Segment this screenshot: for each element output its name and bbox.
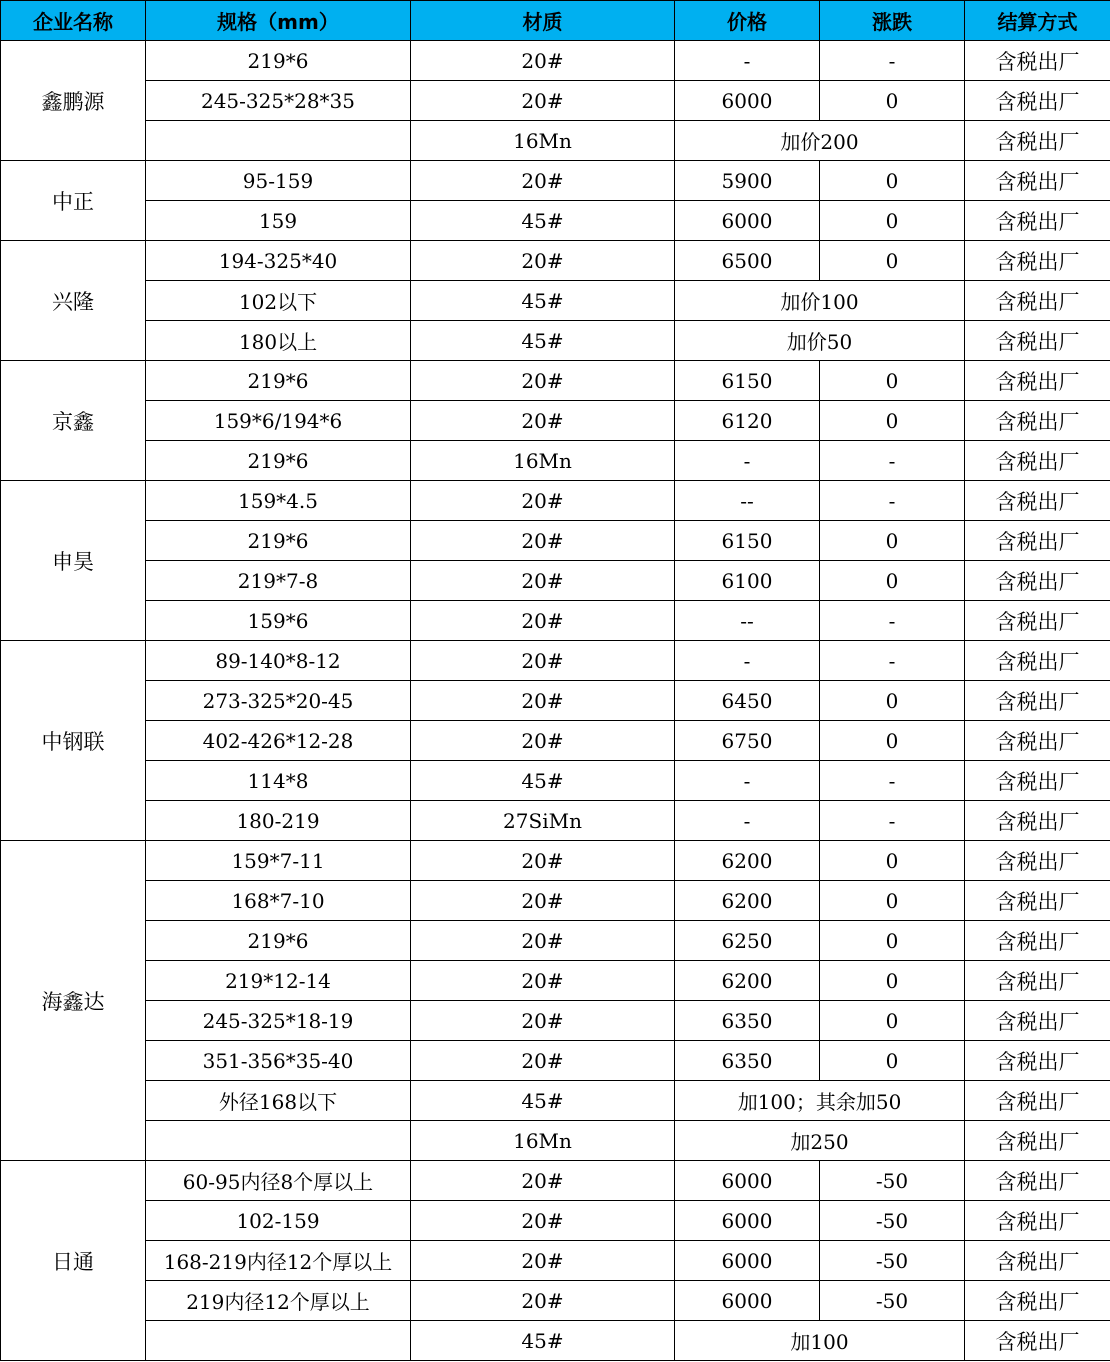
change-cell: - [820,441,965,481]
table-row [1,1201,1110,1241]
table-row [1,961,1110,1001]
spec-cell: 168*7-10 [146,881,411,921]
material-cell: 45# [411,201,675,241]
spec-cell: 219*6 [146,361,411,401]
table-row [1,241,1110,281]
spec-cell: 102以下 [146,281,411,321]
settlement-cell: 含税出厂 [965,761,1110,801]
settlement-cell: 含税出厂 [965,1081,1110,1121]
material-cell: 20# [411,41,675,81]
price-cell: 6200 [675,961,820,1001]
material-cell: 20# [411,81,675,121]
change-cell: - [820,41,965,81]
change-cell: 0 [820,681,965,721]
material-cell: 20# [411,481,675,521]
spec-cell: 219*6 [146,441,411,481]
price-note-cell: 加250 [675,1121,965,1161]
spec-cell: 273-325*20-45 [146,681,411,721]
material-cell: 20# [411,721,675,761]
spec-cell: 219内径12个厚以上 [146,1281,411,1321]
price-cell: - [675,641,820,681]
header-spec: 规格（mm） [146,1,411,41]
material-cell: 45# [411,321,675,361]
change-cell: - [820,481,965,521]
price-cell: 6350 [675,1001,820,1041]
material-cell: 20# [411,401,675,441]
settlement-cell: 含税出厂 [965,241,1110,281]
settlement-cell: 含税出厂 [965,361,1110,401]
spec-cell: 102-159 [146,1201,411,1241]
change-cell: - [820,801,965,841]
change-cell: -50 [820,1281,965,1321]
price-cell: 6150 [675,521,820,561]
price-cell: - [675,41,820,81]
material-cell: 20# [411,1161,675,1201]
spec-cell [146,1121,411,1161]
settlement-cell: 含税出厂 [965,41,1110,81]
table-row [1,801,1110,841]
material-cell: 20# [411,1201,675,1241]
price-cell: 6500 [675,241,820,281]
material-cell: 20# [411,601,675,641]
spec-cell: 60-95内径8个厚以上 [146,1161,411,1201]
settlement-cell: 含税出厂 [965,401,1110,441]
table-row [1,561,1110,601]
price-note-cell: 加价200 [675,121,965,161]
change-cell: 0 [820,721,965,761]
table-row [1,641,1110,681]
table-row [1,401,1110,441]
company-name-cell: 兴隆 [1,241,146,361]
change-cell: - [820,761,965,801]
spec-cell: 351-356*35-40 [146,1041,411,1081]
settlement-cell: 含税出厂 [965,1121,1110,1161]
table-row [1,41,1110,81]
change-cell: - [820,601,965,641]
price-note-cell: 加价50 [675,321,965,361]
material-cell: 20# [411,241,675,281]
price-note-cell: 加100；其余加50 [675,1081,965,1121]
settlement-cell: 含税出厂 [965,921,1110,961]
settlement-cell: 含税出厂 [965,81,1110,121]
spec-cell: 180以上 [146,321,411,361]
change-cell: 0 [820,961,965,1001]
spec-cell: 245-325*18-19 [146,1001,411,1041]
company-name-cell: 申昊 [1,481,146,641]
price-cell: - [675,441,820,481]
material-cell: 16Mn [411,1121,675,1161]
price-cell: -- [675,601,820,641]
change-cell: 0 [820,841,965,881]
price-cell: 6000 [675,1281,820,1321]
settlement-cell: 含税出厂 [965,161,1110,201]
change-cell: -50 [820,1201,965,1241]
material-cell: 20# [411,521,675,561]
material-cell: 20# [411,1041,675,1081]
settlement-cell: 含税出厂 [965,1241,1110,1281]
settlement-cell: 含税出厂 [965,841,1110,881]
table-row [1,321,1110,361]
material-cell: 45# [411,281,675,321]
spec-cell [146,1321,411,1361]
change-cell: 0 [820,521,965,561]
settlement-cell: 含税出厂 [965,321,1110,361]
spec-cell: 168-219内径12个厚以上 [146,1241,411,1281]
settlement-cell: 含税出厂 [965,1161,1110,1201]
material-cell: 20# [411,641,675,681]
spec-cell: 219*12-14 [146,961,411,1001]
settlement-cell: 含税出厂 [965,641,1110,681]
material-cell: 20# [411,361,675,401]
settlement-cell: 含税出厂 [965,121,1110,161]
material-cell: 20# [411,1241,675,1281]
table-row [1,121,1110,161]
price-cell: 5900 [675,161,820,201]
spec-cell: 219*7-8 [146,561,411,601]
price-cell: 6000 [675,1161,820,1201]
material-cell: 20# [411,881,675,921]
spec-cell: 114*8 [146,761,411,801]
table-row [1,1161,1110,1201]
material-cell: 45# [411,1081,675,1121]
table-row [1,201,1110,241]
price-cell: - [675,761,820,801]
price-cell: 6250 [675,921,820,961]
spec-cell: 402-426*12-28 [146,721,411,761]
spec-cell: 159*7-11 [146,841,411,881]
spec-cell: 159*6 [146,601,411,641]
table-row [1,521,1110,561]
spec-cell: 219*6 [146,921,411,961]
price-cell: 6120 [675,401,820,441]
spec-cell: 89-140*8-12 [146,641,411,681]
spec-cell: 245-325*28*35 [146,81,411,121]
price-cell: 6200 [675,881,820,921]
settlement-cell: 含税出厂 [965,441,1110,481]
change-cell: 0 [820,561,965,601]
spec-cell [146,121,411,161]
settlement-cell: 含税出厂 [965,681,1110,721]
header-company: 企业名称 [1,1,146,41]
company-name-cell: 中正 [1,161,146,241]
table-row [1,1081,1110,1121]
spec-cell: 219*6 [146,41,411,81]
table-row [1,361,1110,401]
spec-cell: 159*4.5 [146,481,411,521]
company-name-cell: 京鑫 [1,361,146,481]
spec-cell: 159*6/194*6 [146,401,411,441]
table-row [1,681,1110,721]
settlement-cell: 含税出厂 [965,281,1110,321]
change-cell: 0 [820,1001,965,1041]
company-name-cell: 日通 [1,1161,146,1361]
header-price: 价格 [675,1,820,41]
settlement-cell: 含税出厂 [965,1001,1110,1041]
price-cell: 6000 [675,1241,820,1281]
table-row [1,281,1110,321]
company-name-cell: 海鑫达 [1,841,146,1161]
material-cell: 27SiMn [411,801,675,841]
settlement-cell: 含税出厂 [965,561,1110,601]
material-cell: 20# [411,161,675,201]
change-cell: 0 [820,361,965,401]
settlement-cell: 含税出厂 [965,801,1110,841]
table-row [1,841,1110,881]
material-cell: 20# [411,841,675,881]
settlement-cell: 含税出厂 [965,601,1110,641]
table-row [1,881,1110,921]
change-cell: -50 [820,1241,965,1281]
settlement-cell: 含税出厂 [965,721,1110,761]
table-row [1,1321,1110,1361]
price-cell: 6000 [675,201,820,241]
price-cell: -- [675,481,820,521]
spec-cell: 219*6 [146,521,411,561]
table-row [1,81,1110,121]
material-cell: 45# [411,1321,675,1361]
table-row [1,1241,1110,1281]
settlement-cell: 含税出厂 [965,1201,1110,1241]
material-cell: 20# [411,561,675,601]
table-row [1,1001,1110,1041]
price-cell: 6750 [675,721,820,761]
price-cell: 6000 [675,1201,820,1241]
material-cell: 45# [411,761,675,801]
price-note-cell: 加价100 [675,281,965,321]
header-settlement: 结算方式 [965,1,1110,41]
change-cell: - [820,641,965,681]
spec-cell: 外径168以下 [146,1081,411,1121]
table-row [1,721,1110,761]
price-cell: 6100 [675,561,820,601]
material-cell: 16Mn [411,441,675,481]
header-change: 涨跌 [820,1,965,41]
table-body [1,41,1110,1361]
material-cell: 16Mn [411,121,675,161]
material-cell: 20# [411,1001,675,1041]
table-row [1,1041,1110,1081]
change-cell: 0 [820,81,965,121]
table-row [1,441,1110,481]
change-cell: 0 [820,161,965,201]
table-row [1,481,1110,521]
header-material: 材质 [411,1,675,41]
settlement-cell: 含税出厂 [965,1281,1110,1321]
material-cell: 20# [411,961,675,1001]
spec-cell: 194-325*40 [146,241,411,281]
spec-cell: 95-159 [146,161,411,201]
settlement-cell: 含税出厂 [965,881,1110,921]
change-cell: 0 [820,241,965,281]
table-row [1,1121,1110,1161]
company-name-cell: 中钢联 [1,641,146,841]
change-cell: 0 [820,201,965,241]
table-row [1,921,1110,961]
price-note-cell: 加100 [675,1321,965,1361]
change-cell: 0 [820,881,965,921]
material-cell: 20# [411,681,675,721]
settlement-cell: 含税出厂 [965,1321,1110,1361]
header-row [1,1,1110,41]
price-cell: 6150 [675,361,820,401]
change-cell: -50 [820,1161,965,1201]
settlement-cell: 含税出厂 [965,961,1110,1001]
company-name-cell: 鑫鹏源 [1,41,146,161]
settlement-cell: 含税出厂 [965,521,1110,561]
price-cell: - [675,801,820,841]
change-cell: 0 [820,1041,965,1081]
spec-cell: 180-219 [146,801,411,841]
price-cell: 6450 [675,681,820,721]
price-cell: 6000 [675,81,820,121]
price-cell: 6200 [675,841,820,881]
table-row [1,601,1110,641]
change-cell: 0 [820,921,965,961]
material-cell: 20# [411,921,675,961]
change-cell: 0 [820,401,965,441]
table-row [1,761,1110,801]
table-row [1,1281,1110,1321]
price-cell: 6350 [675,1041,820,1081]
settlement-cell: 含税出厂 [965,481,1110,521]
settlement-cell: 含税出厂 [965,201,1110,241]
material-cell: 20# [411,1281,675,1321]
settlement-cell: 含税出厂 [965,1041,1110,1081]
table-row [1,161,1110,201]
spec-cell: 159 [146,201,411,241]
